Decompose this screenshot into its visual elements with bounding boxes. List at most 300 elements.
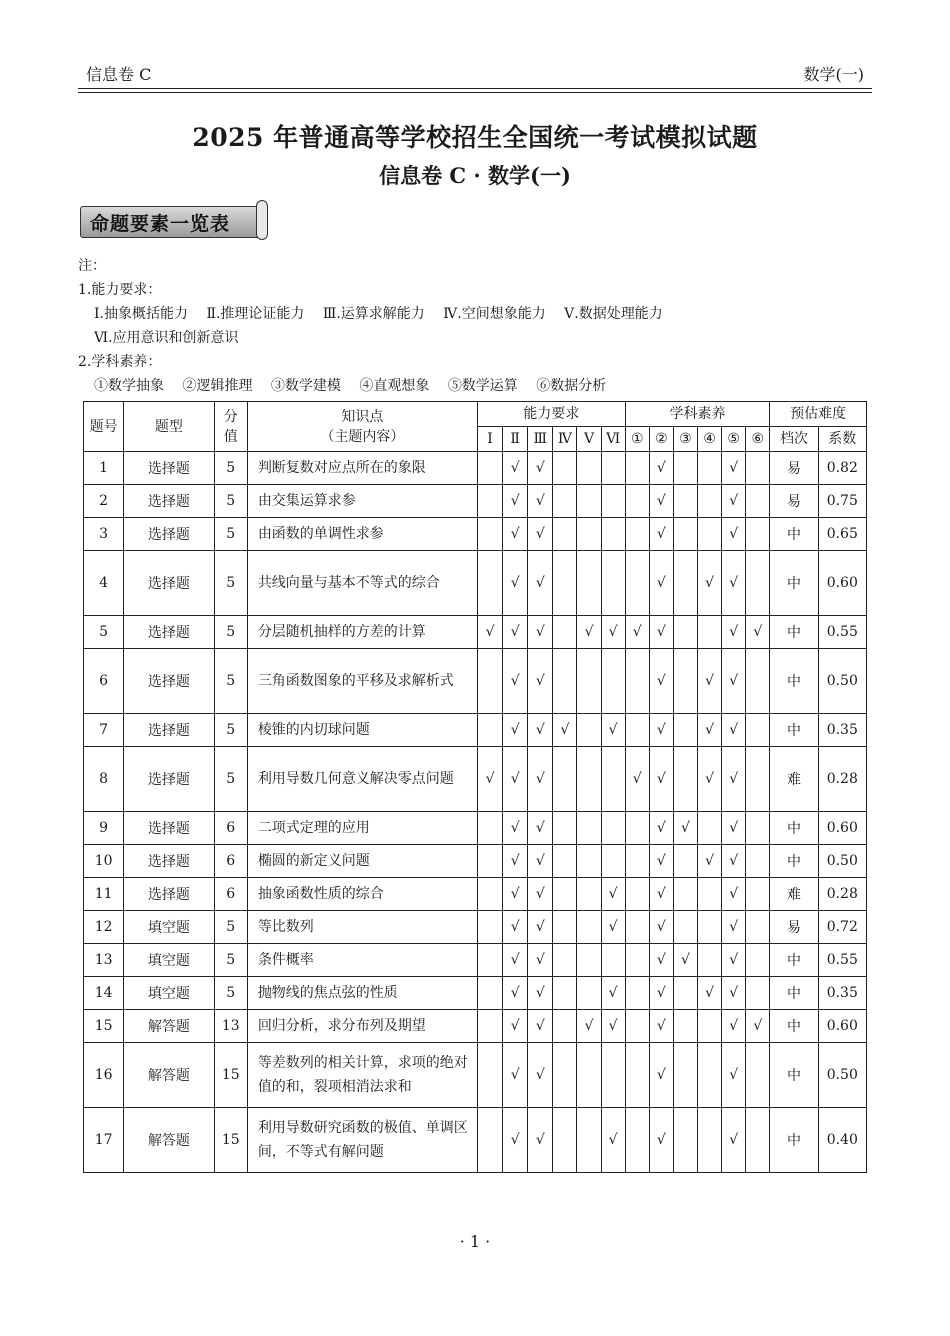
check-mark: √ xyxy=(698,551,722,616)
table-row xyxy=(84,1108,867,1173)
check-mark: √ xyxy=(503,747,528,812)
cell-level: 中 xyxy=(770,812,818,845)
check-mark: √ xyxy=(503,485,528,518)
cell-empty xyxy=(577,812,601,845)
check-mark: √ xyxy=(528,1043,553,1108)
cell-num: 7 xyxy=(84,714,124,747)
check-mark: √ xyxy=(722,878,746,911)
ability-item: Ⅴ.数据处理能力 xyxy=(564,306,663,322)
cell-empty xyxy=(698,485,722,518)
cell-coef: 0.28 xyxy=(818,878,866,911)
cell-empty xyxy=(477,977,502,1010)
cell-num: 16 xyxy=(84,1043,124,1108)
header-level: 档次 xyxy=(770,427,818,452)
cell-empty xyxy=(601,649,625,714)
cell-empty xyxy=(673,911,697,944)
cell-empty xyxy=(477,649,502,714)
cell-empty xyxy=(625,812,649,845)
table-row xyxy=(84,452,867,485)
cell-level: 中 xyxy=(770,551,818,616)
cell-empty xyxy=(577,452,601,485)
header-score-b: 值 xyxy=(223,428,238,445)
cell-empty xyxy=(553,845,577,878)
check-mark: √ xyxy=(698,649,722,714)
cell-empty xyxy=(477,812,502,845)
cell-empty xyxy=(553,977,577,1010)
cell-empty xyxy=(577,845,601,878)
header-ability-col: Ⅵ xyxy=(601,427,625,452)
check-mark: √ xyxy=(528,714,553,747)
cell-coef: 0.50 xyxy=(818,649,866,714)
cell-empty xyxy=(601,518,625,551)
cell-empty xyxy=(673,1043,697,1108)
cell-score: 5 xyxy=(214,616,247,649)
cell-empty xyxy=(553,878,577,911)
literacy-list xyxy=(78,374,677,398)
cell-num: 11 xyxy=(84,878,124,911)
literacy-item: ②逻辑推理 xyxy=(182,378,253,394)
cell-empty xyxy=(673,845,697,878)
cell-empty xyxy=(746,747,770,812)
ability-item: Ⅲ.运算求解能力 xyxy=(322,306,425,322)
cell-empty xyxy=(553,812,577,845)
cell-knowledge-point: 分层随机抽样的方差的计算 xyxy=(247,616,477,649)
cell-knowledge-point: 棱锥的内切球问题 xyxy=(247,714,477,747)
cell-empty xyxy=(577,1043,601,1108)
cell-empty xyxy=(746,944,770,977)
cell-coef: 0.72 xyxy=(818,911,866,944)
cell-empty xyxy=(673,977,697,1010)
cell-level: 难 xyxy=(770,878,818,911)
cell-empty xyxy=(601,944,625,977)
cell-level: 中 xyxy=(770,518,818,551)
cell-coef: 0.82 xyxy=(818,452,866,485)
cell-type: 填空题 xyxy=(124,977,214,1010)
cell-empty xyxy=(746,845,770,878)
check-mark: √ xyxy=(722,944,746,977)
cell-type: 选择题 xyxy=(124,845,214,878)
check-mark: √ xyxy=(698,747,722,812)
check-mark: √ xyxy=(601,1108,625,1173)
cell-empty xyxy=(673,1010,697,1043)
table-row xyxy=(84,1010,867,1043)
cell-empty xyxy=(625,518,649,551)
cell-empty xyxy=(698,812,722,845)
cell-empty xyxy=(673,714,697,747)
check-mark: √ xyxy=(477,747,502,812)
cell-empty xyxy=(625,911,649,944)
check-mark: √ xyxy=(528,649,553,714)
header-difficulty: 预估难度 xyxy=(770,402,867,427)
check-mark: √ xyxy=(722,616,746,649)
cell-empty xyxy=(746,714,770,747)
check-mark: √ xyxy=(503,551,528,616)
cell-knowledge-point: 抛物线的焦点弦的性质 xyxy=(247,977,477,1010)
cell-empty xyxy=(698,616,722,649)
check-mark: √ xyxy=(503,845,528,878)
banner-curl xyxy=(256,200,268,240)
cell-empty xyxy=(625,878,649,911)
check-mark: √ xyxy=(528,551,553,616)
cell-empty xyxy=(625,649,649,714)
cell-level: 易 xyxy=(770,485,818,518)
cell-score: 5 xyxy=(214,518,247,551)
check-mark: √ xyxy=(649,747,673,812)
table-row xyxy=(84,485,867,518)
header-ability-col: Ⅳ xyxy=(553,427,577,452)
cell-empty xyxy=(601,845,625,878)
check-mark: √ xyxy=(577,616,601,649)
cell-coef: 0.55 xyxy=(818,616,866,649)
cell-empty xyxy=(553,616,577,649)
literacy-item: ⑥数据分析 xyxy=(536,378,607,394)
check-mark: √ xyxy=(601,878,625,911)
check-mark: √ xyxy=(528,1010,553,1043)
cell-type: 解答题 xyxy=(124,1108,214,1173)
check-mark: √ xyxy=(503,649,528,714)
check-mark: √ xyxy=(601,714,625,747)
cell-empty xyxy=(746,1108,770,1173)
table-row xyxy=(84,1043,867,1108)
check-mark: √ xyxy=(722,977,746,1010)
cell-empty xyxy=(601,747,625,812)
cell-level: 中 xyxy=(770,1108,818,1173)
cell-score: 5 xyxy=(214,977,247,1010)
page-subtitle: 信息卷 C · 数学(一) xyxy=(379,163,571,188)
cell-empty xyxy=(625,1010,649,1043)
cell-level: 中 xyxy=(770,845,818,878)
cell-empty xyxy=(577,747,601,812)
check-mark: √ xyxy=(673,944,697,977)
check-mark: √ xyxy=(649,1108,673,1173)
cell-coef: 0.35 xyxy=(818,977,866,1010)
cell-empty xyxy=(553,944,577,977)
check-mark: √ xyxy=(528,944,553,977)
cell-empty xyxy=(553,452,577,485)
cell-empty xyxy=(577,1108,601,1173)
ability-item: Ⅱ.推理论证能力 xyxy=(206,306,305,322)
ability-list xyxy=(78,302,677,326)
check-mark: √ xyxy=(503,911,528,944)
cell-empty xyxy=(553,1108,577,1173)
cell-empty xyxy=(625,452,649,485)
check-mark: √ xyxy=(601,1010,625,1043)
check-mark: √ xyxy=(503,518,528,551)
cell-type: 选择题 xyxy=(124,452,214,485)
cell-knowledge-point: 等比数列 xyxy=(247,911,477,944)
cell-coef: 0.28 xyxy=(818,747,866,812)
table-row xyxy=(84,878,867,911)
check-mark: √ xyxy=(528,518,553,551)
elements-table xyxy=(83,401,867,1173)
cell-empty xyxy=(673,551,697,616)
cell-empty xyxy=(746,551,770,616)
cell-num: 9 xyxy=(84,812,124,845)
header-right: 数学(一) xyxy=(803,65,864,84)
cell-type: 选择题 xyxy=(124,551,214,616)
cell-knowledge-point: 三角函数图象的平移及求解析式 xyxy=(247,649,477,714)
cell-coef: 0.40 xyxy=(818,1108,866,1173)
check-mark: √ xyxy=(601,911,625,944)
check-mark: √ xyxy=(698,714,722,747)
cell-empty xyxy=(477,551,502,616)
cell-score: 15 xyxy=(214,1108,247,1173)
table-row xyxy=(84,747,867,812)
check-mark: √ xyxy=(649,911,673,944)
cell-empty xyxy=(577,977,601,1010)
header-coef: 系数 xyxy=(818,427,866,452)
check-mark: √ xyxy=(528,812,553,845)
cell-score: 5 xyxy=(214,452,247,485)
cell-empty xyxy=(746,518,770,551)
check-mark: √ xyxy=(503,616,528,649)
literacy-item: ③数学建模 xyxy=(270,378,341,394)
cell-empty xyxy=(625,977,649,1010)
check-mark: √ xyxy=(698,845,722,878)
check-mark: √ xyxy=(649,977,673,1010)
cell-level: 中 xyxy=(770,977,818,1010)
cell-empty xyxy=(601,485,625,518)
cell-coef: 0.50 xyxy=(818,1043,866,1108)
cell-empty xyxy=(698,1043,722,1108)
cell-empty xyxy=(577,518,601,551)
header-left: 信息卷 C xyxy=(86,65,152,84)
check-mark: √ xyxy=(477,616,502,649)
cell-empty xyxy=(601,452,625,485)
cell-level: 中 xyxy=(770,1043,818,1108)
table-row xyxy=(84,616,867,649)
check-mark: √ xyxy=(649,845,673,878)
cell-coef: 0.50 xyxy=(818,845,866,878)
cell-empty xyxy=(577,485,601,518)
check-mark: √ xyxy=(722,845,746,878)
check-mark: √ xyxy=(649,616,673,649)
cell-score: 13 xyxy=(214,1010,247,1043)
cell-type: 填空题 xyxy=(124,911,214,944)
check-mark: √ xyxy=(649,878,673,911)
cell-empty xyxy=(673,452,697,485)
check-mark: √ xyxy=(722,485,746,518)
cell-empty xyxy=(673,485,697,518)
cell-empty xyxy=(477,1043,502,1108)
cell-empty xyxy=(553,1043,577,1108)
table-row xyxy=(84,845,867,878)
cell-empty xyxy=(625,944,649,977)
header-rule xyxy=(78,88,872,89)
cell-coef: 0.35 xyxy=(818,714,866,747)
cell-knowledge-point: 利用导数几何意义解决零点问题 xyxy=(247,747,477,812)
cell-knowledge-point: 由函数的单调性求参 xyxy=(247,518,477,551)
header-literacy-col: ② xyxy=(649,427,673,452)
check-mark: √ xyxy=(649,1010,673,1043)
cell-empty xyxy=(477,714,502,747)
banner-label: 命题要素一览表 xyxy=(90,213,231,235)
cell-empty xyxy=(746,485,770,518)
cell-empty xyxy=(577,878,601,911)
header-ability-col: Ⅰ xyxy=(477,427,502,452)
header-literacy-col: ⑤ xyxy=(722,427,746,452)
check-mark: √ xyxy=(503,977,528,1010)
cell-empty xyxy=(577,649,601,714)
cell-empty xyxy=(553,1010,577,1043)
header-literacy-col: ① xyxy=(625,427,649,452)
literacy-item: ④直观想象 xyxy=(359,378,430,394)
cell-empty xyxy=(625,551,649,616)
table-row xyxy=(84,518,867,551)
cell-empty xyxy=(577,714,601,747)
header-kp-a: 知识点 xyxy=(341,408,384,425)
check-mark: √ xyxy=(503,1043,528,1108)
check-mark: √ xyxy=(673,812,697,845)
cell-empty xyxy=(477,1010,502,1043)
cell-empty xyxy=(553,518,577,551)
check-mark: √ xyxy=(625,616,649,649)
cell-empty xyxy=(746,649,770,714)
cell-type: 选择题 xyxy=(124,485,214,518)
cell-empty xyxy=(577,911,601,944)
cell-empty xyxy=(698,1010,722,1043)
table-header xyxy=(84,402,867,452)
table-row xyxy=(84,714,867,747)
header-score xyxy=(214,402,247,452)
cell-num: 3 xyxy=(84,518,124,551)
header-kp xyxy=(247,402,477,452)
header-ability-col: Ⅴ xyxy=(577,427,601,452)
cell-empty xyxy=(477,944,502,977)
cell-empty xyxy=(746,878,770,911)
literacy-title: 2.学科素养： xyxy=(78,354,162,370)
cell-knowledge-point: 判断复数对应点所在的象限 xyxy=(247,452,477,485)
cell-empty xyxy=(698,944,722,977)
check-mark: √ xyxy=(722,1010,746,1043)
cell-level: 中 xyxy=(770,649,818,714)
cell-empty xyxy=(673,1108,697,1173)
cell-type: 选择题 xyxy=(124,616,214,649)
cell-empty xyxy=(746,452,770,485)
cell-empty xyxy=(477,911,502,944)
check-mark: √ xyxy=(528,616,553,649)
cell-num: 2 xyxy=(84,485,124,518)
cell-knowledge-point: 利用导数研究函数的极值、单调区间，不等式有解问题 xyxy=(247,1108,477,1173)
cell-knowledge-point: 回归分析，求分布列及期望 xyxy=(247,1010,477,1043)
cell-empty xyxy=(673,747,697,812)
cell-num: 13 xyxy=(84,944,124,977)
cell-knowledge-point: 抽象函数性质的综合 xyxy=(247,878,477,911)
check-mark: √ xyxy=(528,878,553,911)
cell-empty xyxy=(625,485,649,518)
header-rule-thin xyxy=(78,92,872,93)
cell-empty xyxy=(625,714,649,747)
cell-empty xyxy=(577,551,601,616)
check-mark: √ xyxy=(649,812,673,845)
cell-score: 5 xyxy=(214,911,247,944)
check-mark: √ xyxy=(528,485,553,518)
cell-score: 5 xyxy=(214,485,247,518)
cell-level: 中 xyxy=(770,1010,818,1043)
table-body xyxy=(84,452,867,1173)
cell-num: 14 xyxy=(84,977,124,1010)
check-mark: √ xyxy=(528,845,553,878)
cell-empty xyxy=(553,485,577,518)
cell-empty xyxy=(746,977,770,1010)
cell-empty xyxy=(625,1043,649,1108)
cell-score: 5 xyxy=(214,944,247,977)
section-banner xyxy=(80,200,268,240)
header-literacy: 学科素养 xyxy=(625,402,770,427)
check-mark: √ xyxy=(528,977,553,1010)
check-mark: √ xyxy=(722,1043,746,1108)
check-mark: √ xyxy=(503,878,528,911)
check-mark: √ xyxy=(503,812,528,845)
cell-type: 选择题 xyxy=(124,812,214,845)
cell-empty xyxy=(553,911,577,944)
header-ability: 能力要求 xyxy=(477,402,625,427)
check-mark: √ xyxy=(503,944,528,977)
notes xyxy=(78,254,677,398)
cell-score: 5 xyxy=(214,551,247,616)
check-mark: √ xyxy=(528,911,553,944)
check-mark: √ xyxy=(503,714,528,747)
cell-empty xyxy=(601,551,625,616)
cell-empty xyxy=(673,518,697,551)
cell-empty xyxy=(746,1043,770,1108)
cell-type: 选择题 xyxy=(124,518,214,551)
header-literacy-col: ④ xyxy=(698,427,722,452)
check-mark: √ xyxy=(503,1108,528,1173)
page-number: · 1 · xyxy=(459,1232,491,1251)
ability-extra: Ⅵ.应用意识和创新意识 xyxy=(94,330,239,346)
cell-knowledge-point: 二项式定理的应用 xyxy=(247,812,477,845)
cell-num: 8 xyxy=(84,747,124,812)
header-type: 题型 xyxy=(124,402,214,452)
cell-level: 中 xyxy=(770,714,818,747)
cell-num: 12 xyxy=(84,911,124,944)
cell-score: 6 xyxy=(214,878,247,911)
check-mark: √ xyxy=(722,714,746,747)
notes-label: 注： xyxy=(78,258,106,274)
check-mark: √ xyxy=(649,944,673,977)
cell-type: 选择题 xyxy=(124,747,214,812)
cell-score: 5 xyxy=(214,747,247,812)
cell-empty xyxy=(746,911,770,944)
cell-coef: 0.65 xyxy=(818,518,866,551)
table-row xyxy=(84,812,867,845)
table-row xyxy=(84,977,867,1010)
cell-knowledge-point: 共线向量与基本不等式的综合 xyxy=(247,551,477,616)
check-mark: √ xyxy=(649,485,673,518)
cell-score: 15 xyxy=(214,1043,247,1108)
cell-empty xyxy=(673,649,697,714)
cell-coef: 0.60 xyxy=(818,812,866,845)
header-num: 题号 xyxy=(84,402,124,452)
cell-num: 1 xyxy=(84,452,124,485)
check-mark: √ xyxy=(528,747,553,812)
check-mark: √ xyxy=(722,518,746,551)
check-mark: √ xyxy=(698,977,722,1010)
literacy-item: ⑤数学运算 xyxy=(447,378,518,394)
cell-coef: 0.55 xyxy=(818,944,866,977)
cell-coef: 0.60 xyxy=(818,551,866,616)
cell-knowledge-point: 椭圆的新定义问题 xyxy=(247,845,477,878)
check-mark: √ xyxy=(649,714,673,747)
check-mark: √ xyxy=(649,1043,673,1108)
cell-empty xyxy=(477,845,502,878)
ability-item: Ⅳ.空间想象能力 xyxy=(443,306,546,322)
table-row xyxy=(84,649,867,714)
cell-empty xyxy=(477,452,502,485)
cell-empty xyxy=(601,1043,625,1108)
check-mark: √ xyxy=(722,452,746,485)
